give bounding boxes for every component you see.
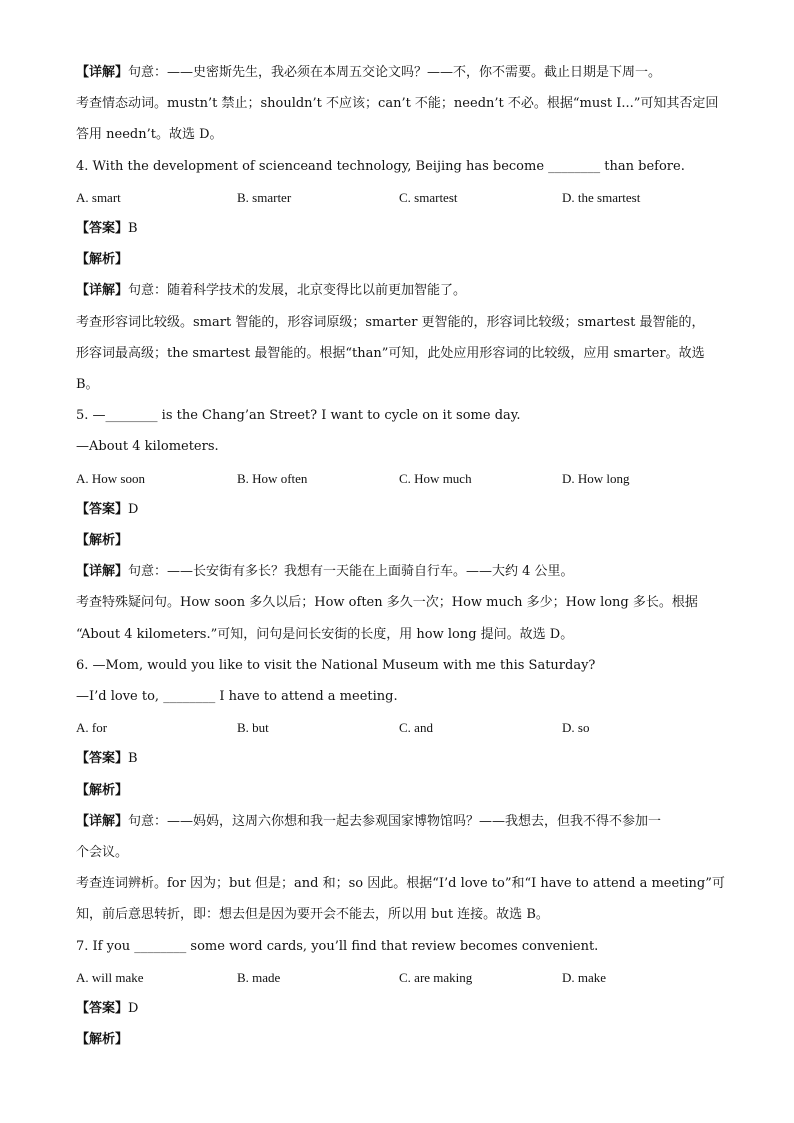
line-text: —About 4 kilometers. [76,439,219,454]
line-text: D [128,502,139,517]
section-tag: 【详解】 [76,283,129,298]
option-c: C. are making [399,970,473,985]
text-line [76,158,716,176]
text-line [76,314,716,332]
section-tag: 【解析】 [76,783,129,798]
section-tag: 【详解】 [76,564,129,579]
text-line [76,345,716,363]
text-line [76,938,716,956]
text-line [76,906,716,924]
line-text: 答用 needn’t。故选 D。 [76,127,223,142]
option-c: C. smartest [399,190,458,205]
labeled-line [76,750,716,768]
line-text: 句意：——长安街有多长？我想有一天能在上面骑自行车。——大约 4 公里。 [128,564,574,579]
section-tag: 【解析】 [76,533,129,548]
line-text: 知，前后意思转折，即：想去但是因为要开会不能去，所以用 but 连接。故选 B。 [76,907,549,922]
line-text: B。 [76,377,99,392]
text-line [76,657,716,675]
option-b: B. made [237,970,281,985]
option-c: C. How much [399,471,472,486]
option-d: D. the smartest [562,190,641,205]
section-tag: 【解析】 [76,1032,129,1047]
labeled-line [76,563,716,581]
option-a: A. for [76,720,108,735]
labeled-line [76,251,716,269]
line-text: 个会议。 [76,845,129,860]
text-line [76,594,716,612]
option-c: C. and [399,720,433,735]
labeled-line [76,1000,716,1018]
option-a: A. smart [76,190,121,205]
line-text: 考查形容词比较级。smart 智能的，形容词原级；smarter 更智能的，形容词比较级；smartest 最智能的， [76,315,705,330]
text-line [76,407,716,425]
text-line [76,126,716,144]
labeled-line [76,64,716,82]
line-text: 考查情态动词。mustn’t 禁止；shouldn’t 不应该；can’t 不能；needn’t 不必。根据“must I...”可知其否定回 [76,96,719,111]
labeled-line [76,282,716,300]
line-text: 6. —Mom, would you like to visit the National Museum with me this Saturday? [76,658,596,673]
option-a: A. How soon [76,471,145,486]
labeled-line [76,220,716,238]
line-text: 句意：随着科学技术的发展，北京变得比以前更加智能了。 [128,283,467,298]
text-line [76,95,719,113]
line-text: 形容词最高级；the smartest 最智能的。根据“than”可知，此处应用形容词的比较级，应用 smarter。故选 [76,346,705,361]
line-text: B [128,751,138,766]
option-d: D. How long [562,471,630,486]
line-text: —I’d love to, ________ I have to attend a meeting. [76,689,398,704]
section-tag: 【解析】 [76,252,129,267]
text-line [76,688,716,706]
section-tag: 【答案】 [76,502,129,517]
labeled-line [76,532,716,550]
text-line [76,438,716,456]
line-text: 5. —________ is the Chang’an Street? I want to cycle on it some day. [76,408,521,423]
labeled-line [76,501,716,519]
option-d: D. make [562,970,607,985]
line-text: 句意：——史密斯先生，我必须在本周五交论文吗？——不，你不需要。截止日期是下周一。 [128,65,662,80]
line-text: 句意：——妈妈，这周六你想和我一起去参观国家博物馆吗？——我想去，但我不得不参加一 [128,814,662,829]
section-tag: 【答案】 [76,221,129,236]
option-d: D. so [562,720,590,735]
section-tag: 【答案】 [76,751,129,766]
line-text: 4. With the development of scienceand technology, Beijing has become ________ than before. [76,159,685,174]
labeled-line [76,813,716,831]
line-text: D [128,1001,139,1016]
text-line [76,626,716,644]
section-tag: 【答案】 [76,1001,129,1016]
text-line [76,376,716,394]
option-b: B. smarter [237,190,292,205]
option-a: A. will make [76,970,144,985]
option-b: B. but [237,720,269,735]
line-text: “About 4 kilometers.”可知，问句是问长安街的长度，用 how long 提问。故选 D。 [76,627,574,642]
line-text: 考查连词辨析。for 因为；but 但是；and 和；so 因此。根据“I’d love to”和“I have to attend a meeting”可 [76,876,725,891]
option-b: B. How often [237,471,308,486]
text-line [76,875,725,893]
section-tag: 【详解】 [76,814,129,829]
labeled-line [76,782,716,800]
line-text: 考查特殊疑问句。How soon 多久以后；How often 多久一次；How much 多少；How long 多长。根据 [76,595,698,610]
line-text: B [128,221,138,236]
line-text: 7. If you ________ some word cards, you’ll find that review becomes convenient. [76,939,599,954]
labeled-line [76,1031,716,1049]
section-tag: 【详解】 [76,65,129,80]
text-line [76,844,716,862]
